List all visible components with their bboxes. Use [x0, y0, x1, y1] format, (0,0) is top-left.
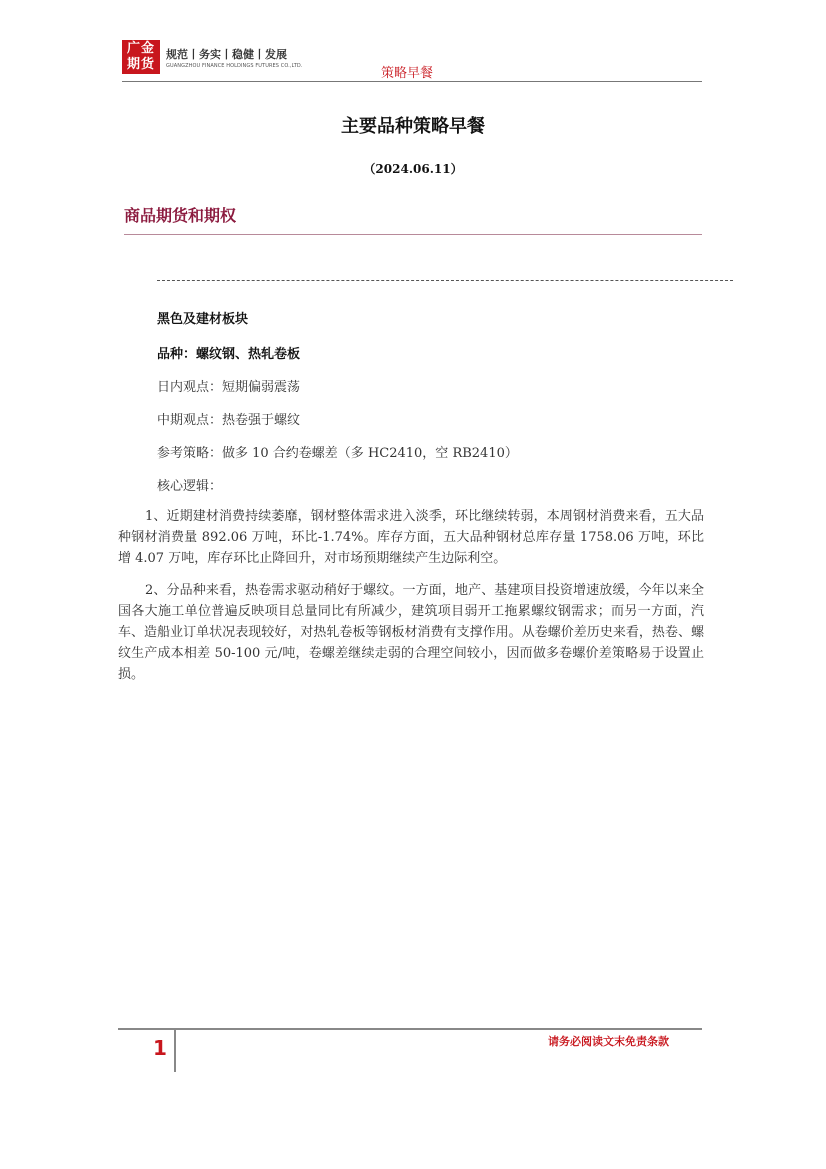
intraday-view: 日内观点：短期偏弱震荡 [157, 380, 301, 395]
company-english-name: GUANGZHOU FINANCE HOLDINGS FUTURES CO.,LTD. [166, 63, 303, 69]
core-logic-label: 核心逻辑： [157, 479, 223, 494]
report-type-label: 策略早餐 [381, 66, 434, 81]
company-slogan: 规范丨务实丨稳健丨发展 [166, 48, 287, 61]
logic-paragraph-2: 2、分品种来看，热卷需求驱动稍好于螺纹。一方面，地产、基建项目投资增速放缓，今年以来全国各大施工单位普遍反映项目总量同比有所减少，建筑项目弱开工拖累螺纹钢需求；而另一方面，汽车、造船业订单状况表现较好，对热轧卷板等钢板材消费有支撑作用。从卷螺价差历史来看，热卷、螺纹生产成本相差 50-100 元/吨，卷螺差继续走弱的合理空间较小，因而做多卷螺价差策略易于设置止损。 [118, 583, 704, 682]
disclaimer-link: 请务必阅读文末免责条款 [548, 1035, 669, 1048]
footer-divider [118, 1028, 702, 1030]
page-number: 1 [153, 1036, 167, 1060]
dashed-divider [157, 280, 733, 281]
section-heading: 商品期货和期权 [124, 206, 237, 225]
header-divider [122, 81, 702, 82]
company-logo [122, 40, 160, 74]
document-title: 主要品种策略早餐 [341, 116, 485, 137]
logo-text-line2: 期货 [126, 57, 155, 72]
footer-vertical-divider [174, 1028, 176, 1072]
midterm-view: 中期观点：热卷强于螺纹 [157, 413, 301, 428]
logo-text-line1: 广金 [126, 41, 155, 56]
logic-paragraph-1: 1、近期建材消费持续萎靡，钢材整体需求进入淡季，环比继续转弱，本周钢材消费来看，五大品种钢材消费量 892.06 万吨，环比-1.74%。库存方面，五大品种钢材总库存量 1758.06 万吨，环比增 4.07 万吨，库存环比止降回升，对市场预期继续产生边际利空。 [118, 509, 704, 566]
reference-strategy: 参考策略：做多 10 合约卷螺差（多 HC2410，空 RB2410） [157, 446, 518, 461]
document-date: （2024.06.11） [363, 162, 463, 176]
variety-label: 品种：螺纹钢、热轧卷板 [157, 347, 301, 362]
section-divider [124, 234, 702, 235]
sector-title: 黑色及建材板块 [157, 312, 249, 327]
